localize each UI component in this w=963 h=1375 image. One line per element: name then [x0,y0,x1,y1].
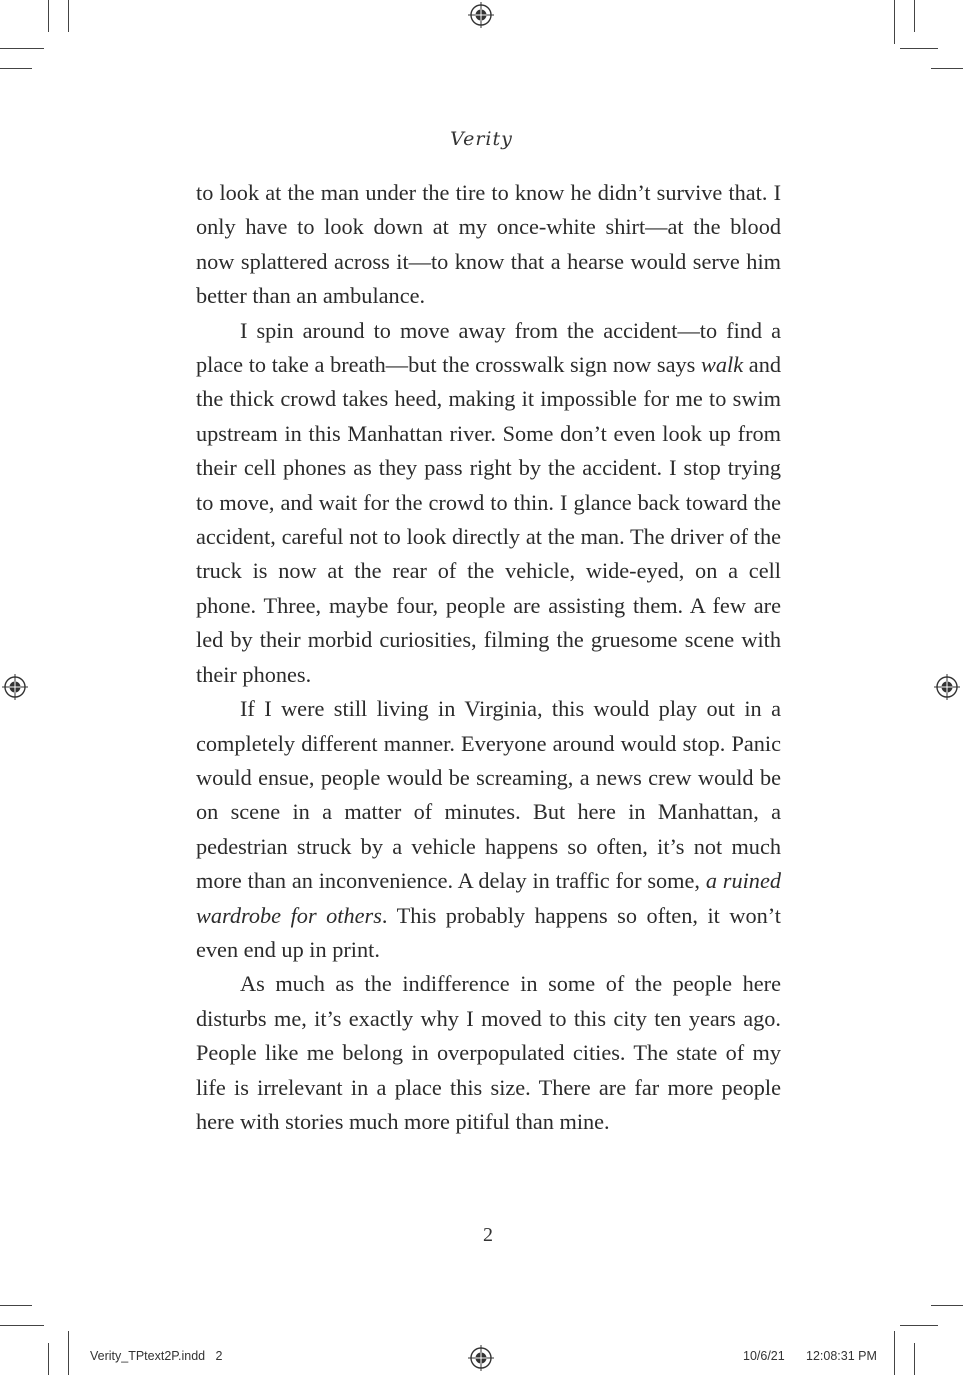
slug-time: 12:08:31 PM [806,1349,877,1363]
crop-mark-bottom-left-horizontal-outer [0,1305,32,1306]
paragraph [196,176,781,314]
crop-mark-top-left-vertical-outer [48,0,49,32]
text-run: If I were still living in Virginia, this would play out in a completely different manner. Everyone around would stop. Panic would ensue, people would be screaming, a news crew would be on scene in a matter of minutes. But here in Manhattan, a pedestrian struck by a vehicle happens so often, it’s not much more than an inconvenience. A delay in traffic for some, [196,696,781,894]
crop-mark-bottom-right-vertical-inner [914,1343,915,1375]
crop-mark-top-left-horizontal-outer [0,48,44,49]
crop-mark-bottom-left-vertical-inner [68,1331,69,1375]
crop-mark-top-right-vertical-outer [914,0,915,32]
paragraph [196,692,781,967]
page-number: 2 [483,1224,493,1246]
crop-mark-top-left-horizontal-inner [0,68,32,69]
crop-mark-top-right-horizontal-inner [931,68,963,69]
crop-mark-top-right-horizontal-outer [900,48,938,49]
text-run: . This probably happens so often, it won’t even end up in print. [196,902,781,962]
text-run: I spin around to move away from the accident—to find a place to take a breath—but the crosswalk sign now says [196,317,781,378]
slug-filename: Verity_TPtext2P.indd 2 [90,1349,223,1363]
crop-mark-bottom-left-vertical-outer [48,1343,49,1375]
crop-mark-top-right-vertical-inner [894,0,895,44]
italic-text: a ruined wardrobe for others [196,868,782,928]
paragraph [196,314,781,692]
crop-mark-bottom-right-horizontal-inner [900,1325,938,1326]
registration-mark-top-icon [468,2,494,28]
crop-mark-bottom-right-vertical-outer [894,1331,895,1375]
crop-mark-top-left-vertical-inner [68,0,69,32]
body-text [196,176,781,1139]
registration-mark-bottom-icon [468,1345,494,1371]
registration-mark-right-icon [934,674,960,700]
registration-mark-left-icon [2,674,28,700]
text-run: to look at the man under the tire to know he didn’t survive that. I only have to look down at my once-white shirt—at the blood now splattered across it—to know that a hearse would serve him better than an ambulance. [196,180,781,309]
running-head: Verity [450,128,513,150]
crop-mark-bottom-right-horizontal-outer [931,1305,963,1306]
text-run: As much as the indifference in some of the people here disturbs me, it’s exactly why I moved to this city ten years ago. People like me belong in overpopulated cities. The state of my life is irrelevant in a place this size. There are far more people here with stories much more pitiful than mine. [196,971,781,1134]
slug-date: 10/6/21 [743,1349,785,1363]
crop-mark-bottom-left-horizontal-inner [0,1325,44,1326]
italic-text: walk [701,352,744,378]
paragraph [196,967,781,1139]
text-run: and the thick crowd takes heed, making it impossible for me to swim upstream in this Manhattan river. Some don’t even look up from their cell phones as they pass right by the accident. I stop trying to move, and wait for the crowd to thin. I glance back toward the accident, careful not to look directly at the man. The driver of the truck is now at the rear of the vehicle, wide-eyed, on a cell phone. Three, maybe four, people are assisting them. A few are led by their morbid curiosities, filming the gruesome scene with their phones. [196,352,781,687]
